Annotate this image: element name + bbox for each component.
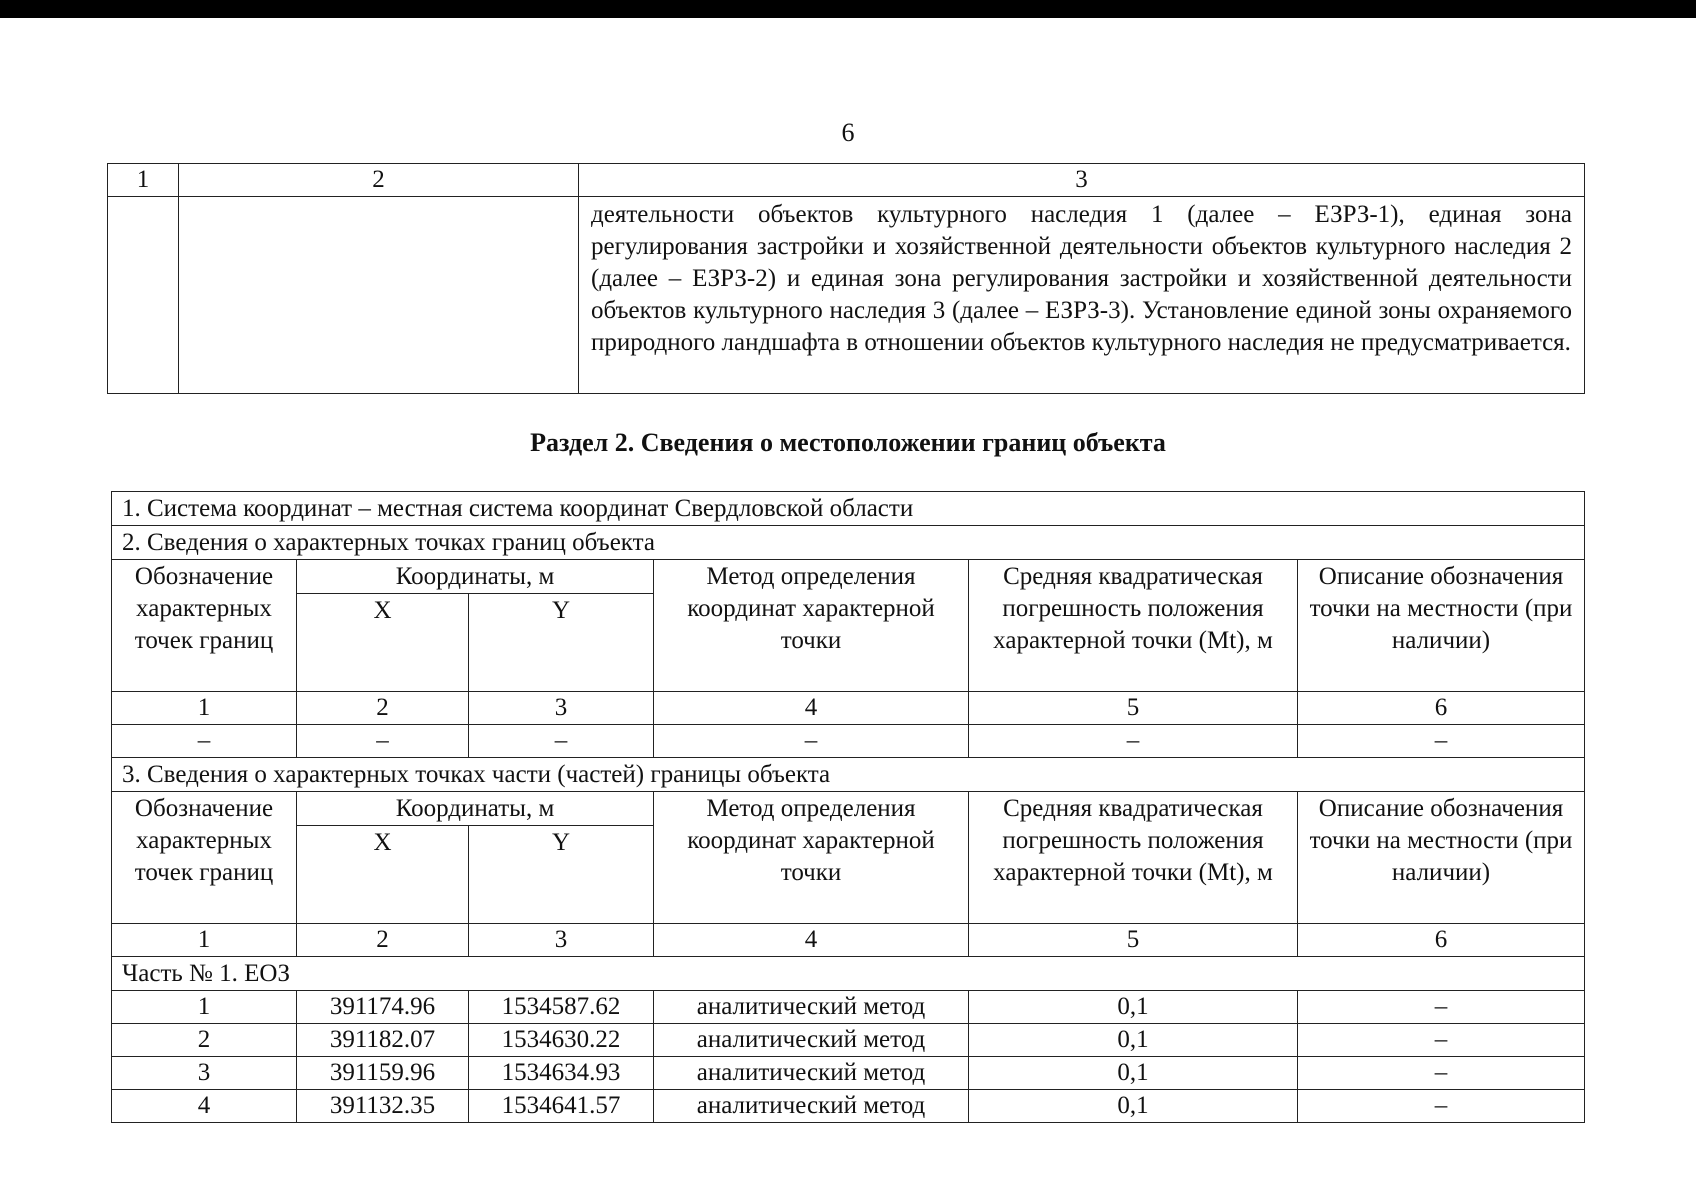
row-cell [108,197,179,394]
x-value: 391132.35 [297,1090,469,1123]
column-number: 3 [469,692,654,725]
table-cell: – [112,725,297,758]
table-row [112,1090,1585,1123]
table-row [112,1024,1585,1057]
y-header: Y [469,826,654,924]
y-value: 1534641.57 [469,1090,654,1123]
error-value: 0,1 [969,991,1298,1024]
continuation-table-header [108,164,1585,197]
description-header: Описание обозначения точки на местности (при наличии) [1298,560,1585,692]
description-value: – [1298,991,1585,1024]
table-cell: – [654,725,969,758]
column-number: 3 [469,924,654,957]
error-value: 0,1 [969,1057,1298,1090]
point-id: 4 [112,1090,297,1123]
row-cell [179,197,579,394]
table-cell: – [469,725,654,758]
x-value: 391182.07 [297,1024,469,1057]
column-number: 5 [969,924,1298,957]
table-row [112,991,1585,1024]
part-label: Часть № 1. ЕОЗ [112,957,1585,991]
y-value: 1534634.93 [469,1057,654,1090]
table-cell: – [969,725,1298,758]
column-number: 2 [297,692,469,725]
x-header: X [297,594,469,692]
description-value: – [1298,1024,1585,1057]
y-value: 1534630.22 [469,1024,654,1057]
point-id: 2 [112,1024,297,1057]
x-value: 391174.96 [297,991,469,1024]
method-value: аналитический метод [654,991,969,1024]
error-value: 0,1 [969,1024,1298,1057]
coordinates-header: Координаты, м [297,560,654,594]
method-value: аналитический метод [654,1090,969,1123]
boundary-table [111,491,1585,1123]
part-label-row [112,957,1585,991]
object-points-empty-row [112,725,1585,758]
description-value: – [1298,1090,1585,1123]
part-points-title-row [112,758,1585,792]
point-id: 1 [112,991,297,1024]
column-number: 5 [969,692,1298,725]
column-number: 6 [1298,924,1585,957]
section-heading: Раздел 2. Сведения о местоположении границ объекта [530,428,1166,457]
column-numbers-row [112,924,1585,957]
coordinate-system-row [112,492,1585,526]
coordinates-header: Координаты, м [297,792,654,826]
method-header: Метод определения координат характерной точки [654,560,969,692]
table-row [112,1057,1585,1090]
y-value: 1534587.62 [469,991,654,1024]
header-cell: 1 [108,164,179,197]
description-header: Описание обозначения точки на местности (при наличии) [1298,792,1585,924]
column-number: 6 [1298,692,1585,725]
designation-header: Обозначение характерных точек границ [112,560,297,692]
table-cell: – [1298,725,1585,758]
continuation-text: деятельности объектов культурного наследия 1 (далее – ЕЗРЗ-1), единая зона регулирования застройки и хозяйственной деятельности объектов культурного наследия 2 (далее – ЕЗРЗ-2) и единая зона регулирования застройки и хозяйственной деятельности объектов культурного наследия 3 (далее – ЕЗРЗ-3). Установление единой зоны охраняемого природного ландшафта в отношении объектов культурного наследия не предусматривается. [579,197,1585,394]
column-number: 1 [112,692,297,725]
method-value: аналитический метод [654,1024,969,1057]
error-header: Средняя квадратическая погрешность положения характерной точки (Mt), м [969,560,1298,692]
method-value: аналитический метод [654,1057,969,1090]
error-value: 0,1 [969,1090,1298,1123]
table-cell: – [297,725,469,758]
description-value: – [1298,1057,1585,1090]
continuation-table [107,163,1585,394]
continuation-table-row [108,197,1585,394]
coordinate-system-text: 1. Система координат – местная система координат Свердловской области [112,492,1585,526]
object-points-title-row [112,526,1585,560]
columns-header-row [112,792,1585,826]
part-points-title: 3. Сведения о характерных точках части (частей) границы объекта [112,758,1585,792]
header-cell: 2 [179,164,579,197]
columns-header-row [112,560,1585,594]
top-scan-border [0,0,1696,18]
column-number: 2 [297,924,469,957]
column-number: 4 [654,692,969,725]
y-header: Y [469,594,654,692]
column-numbers-row [112,692,1585,725]
point-id: 3 [112,1057,297,1090]
method-header: Метод определения координат характерной точки [654,792,969,924]
object-points-title: 2. Сведения о характерных точках границ объекта [112,526,1585,560]
error-header: Средняя квадратическая погрешность положения характерной точки (Mt), м [969,792,1298,924]
column-number: 1 [112,924,297,957]
x-header: X [297,826,469,924]
column-number: 4 [654,924,969,957]
page-number: 6 [841,118,855,147]
x-value: 391159.96 [297,1057,469,1090]
header-cell: 3 [579,164,1585,197]
designation-header: Обозначение характерных точек границ [112,792,297,924]
